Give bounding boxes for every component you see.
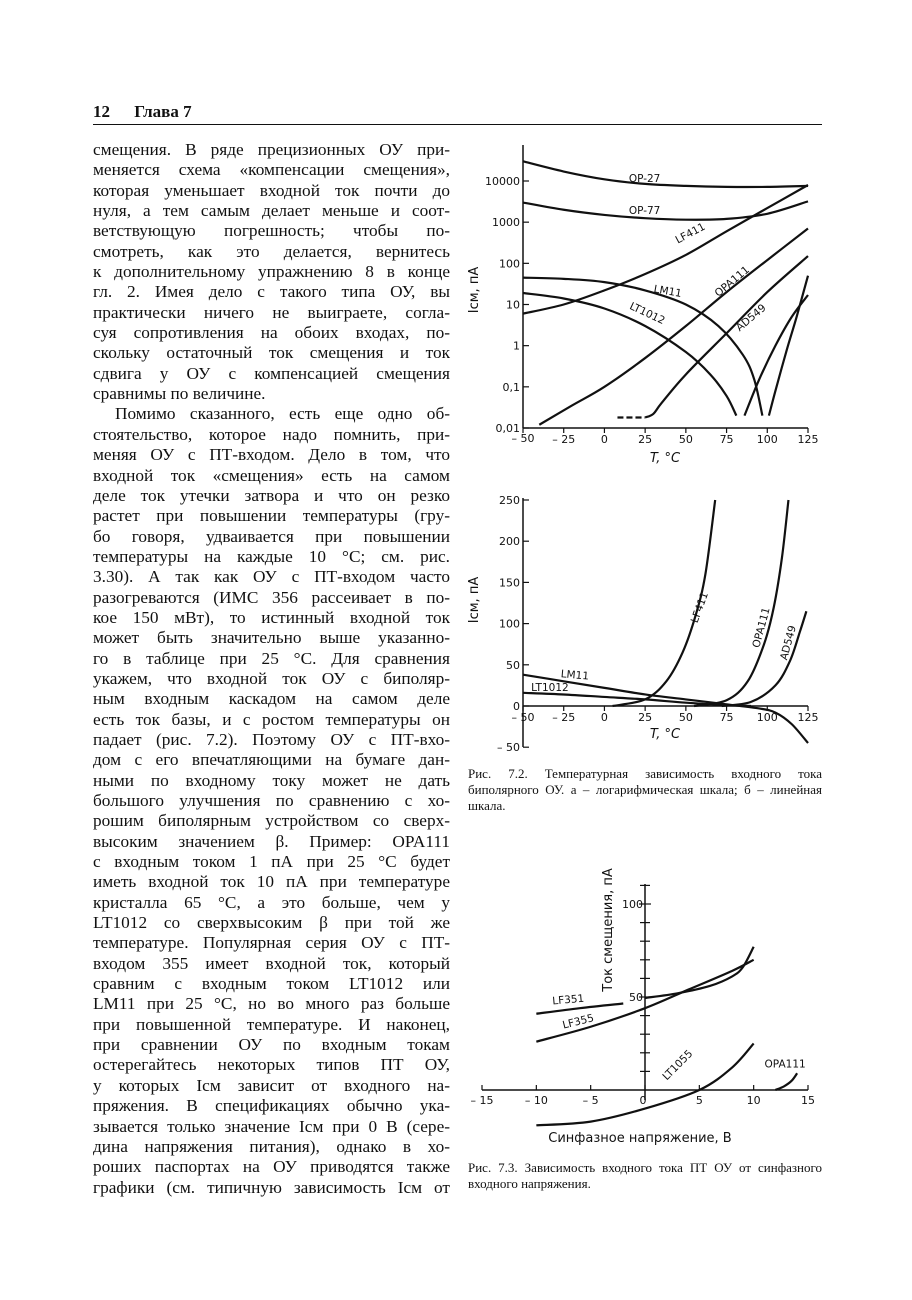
text-line: температуре. Популярная серия ОУ с ПТ-	[93, 933, 450, 953]
text-line: при повышенной температуре. И наконец,	[93, 1014, 450, 1034]
x-tick-label: – 10	[524, 1094, 548, 1107]
y-tick-label: 50	[629, 991, 643, 1004]
series-label: LT1012	[531, 682, 569, 695]
text-line: у которых Iсм зависит от входного на-	[93, 1075, 450, 1095]
text-line: может быть значительно выше указанно-	[93, 628, 450, 648]
series-label: LF355	[561, 1012, 596, 1032]
x-tick-label: 125	[797, 711, 819, 724]
text-line: которая уменьшает входной ток почти до	[93, 180, 450, 200]
text-line: Помимо сказанного, есть еще одно об-	[115, 404, 450, 424]
text-line: ными по входному току может не дать	[93, 770, 450, 790]
text-line: роших паспортах на ОУ приводятся также	[93, 1157, 450, 1177]
x-tick-label: 15	[801, 1094, 815, 1107]
y-tick-label: 0	[513, 700, 520, 713]
x-tick-label: 0	[639, 1094, 647, 1107]
text-line: нуля, а тем самым делает меньше и соот-	[93, 201, 450, 221]
y-tick-label: 1000	[492, 216, 520, 230]
text-line: разогреваются (ИМС 356 рассеивает в по-	[93, 587, 450, 607]
series-label: AD549	[778, 624, 799, 662]
text-line: LT1012 со сверхвысоким β при той же	[93, 913, 450, 933]
text-line: с входным током 1 пА при 25 °C будет	[93, 852, 450, 872]
text-line: бо говоря, удваивается при повышении	[93, 526, 450, 546]
text-line: дина напряжения питания), однако в хо-	[93, 1136, 450, 1156]
text-line: рошим биполярным устройством со сверх-	[93, 811, 450, 831]
y-tick-label: 200	[499, 535, 520, 549]
text-line: кристалла 65 °C, а это больше, чем у	[93, 892, 450, 912]
series-label: OP-77	[628, 204, 661, 217]
text-line: большого улучшения по сравнению с хо-	[93, 791, 450, 810]
series-label: OPA111	[750, 606, 773, 650]
series-label: LF411	[688, 590, 711, 625]
figure-7-2-caption: Рис. 7.2. Температурная зависимость входного тока биполярного ОУ. а – логарифмическая шкала; б – линейная шкала.	[468, 766, 822, 813]
x-tick-label: 50	[678, 433, 693, 446]
text-line: сравним с входным током LT1012 или	[93, 974, 450, 994]
text-line: кое 150 мВт), то истинный входной ток	[93, 607, 450, 627]
x-tick-label: 10	[746, 1094, 761, 1107]
series-label: LF351	[551, 992, 585, 1008]
series-line-lf351-right	[645, 947, 754, 998]
y-tick-label: 100	[499, 257, 520, 271]
y-tick-label: 0,01	[495, 422, 520, 435]
y-tick-label: 0,1	[502, 380, 520, 394]
text-line: температуры на каждые 10 °C; см. рис.	[93, 546, 450, 566]
x-axis-label: Синфазное напряжение, В	[548, 1131, 732, 1146]
x-tick-label: – 50	[511, 432, 535, 445]
y-tick-label: – 50	[497, 741, 520, 755]
text-line: LM11 при 25 °C, но во много раз больше	[93, 994, 450, 1014]
text-line: входом 355 имеет входной ток, который	[93, 953, 450, 973]
x-tick-label: 50	[678, 711, 693, 724]
x-tick-label: 0	[600, 433, 608, 446]
text-line: при сравнении ОУ по входным токам	[93, 1035, 450, 1055]
x-axis-label: T, °C	[649, 451, 681, 466]
x-tick-label: 25	[638, 433, 653, 446]
text-line: иметь входной ток 10 пА при температуре	[93, 872, 450, 892]
series-label: OPA111	[712, 263, 752, 300]
text-line: смещения. В ряде прецизионных ОУ при-	[93, 140, 450, 159]
series-label: AD549	[733, 301, 769, 334]
series-label: OPA111	[764, 1058, 806, 1071]
text-line: практически ничего не выиграете, согла-	[93, 302, 450, 322]
series-label: OP-27	[628, 172, 661, 185]
text-line: смотреть, как это делается, вернитесь	[93, 241, 450, 261]
x-tick-label: 75	[719, 711, 734, 724]
text-line: скольку остаточный ток смещения и ток	[93, 343, 450, 363]
x-tick-label: – 25	[552, 433, 576, 446]
text-line: деле ток утечки затвора и что он резко	[93, 485, 450, 505]
text-line: сравнимы по величине.	[93, 384, 266, 404]
x-tick-label: 5	[695, 1094, 703, 1107]
y-tick-label: 10	[506, 298, 520, 312]
x-tick-label: – 50	[511, 711, 535, 724]
text-line: растет при повышении температуры (гру-	[93, 506, 450, 526]
text-line: суя сопротивления на обоих входах, по-	[93, 323, 450, 343]
y-tick-label: 150	[499, 576, 520, 590]
y-axis-label: Iсм, пА	[467, 266, 482, 314]
x-tick-label: 100	[756, 433, 778, 446]
x-tick-label: – 25	[552, 711, 576, 724]
y-tick-label: 1	[513, 339, 520, 353]
text-line: зывается только значение Iсм при 0 В (сере-	[93, 1116, 450, 1136]
x-tick-label: – 15	[470, 1094, 494, 1107]
text-line: го в таблице при 25 °C. Для сравнения	[93, 648, 450, 668]
y-axis-label: Iсм, пА	[467, 576, 482, 624]
text-line: пряжения. В спецификациях обычно ука-	[93, 1096, 450, 1116]
y-tick-label: 50	[506, 658, 520, 672]
series-label: LT1012	[627, 300, 667, 328]
x-axis-label: T, °C	[649, 727, 681, 742]
text-line: ным входным каскадом на самом деле	[93, 689, 450, 709]
text-line: меняя ОУ с ПТ-входом. Дело в том, что	[93, 445, 450, 465]
figure-7-3-caption: Рис. 7.3. Зависимость входного тока ПТ ОУ от синфазного входного напряжения.	[468, 1160, 822, 1191]
x-tick-label: 75	[719, 433, 734, 446]
text-line: сдвига у ОУ с компенсацией смещения	[93, 363, 450, 383]
series-line-opa111	[775, 1073, 797, 1090]
text-line: стоятельство, которое надо помнить, при-	[93, 424, 450, 444]
x-tick-label: – 5	[582, 1094, 599, 1107]
series-label: LM11	[652, 283, 683, 300]
text-line: остерегайтесь некоторых типов ПТ ОУ,	[93, 1055, 450, 1075]
text-line: дом с его впечатляющими на бумаге дан-	[93, 750, 450, 770]
y-axis-label: Ток смещения, пА	[601, 868, 616, 992]
text-line: ветствующую погрешность; чтобы по-	[93, 221, 450, 241]
text-line: высоким значением β. Пример: OPA111	[93, 831, 450, 851]
text-line: есть ток базы, и с ростом температуры он	[93, 709, 450, 729]
text-line: падает (рис. 7.2). Поэтому ОУ с ПТ-вхо-	[93, 729, 450, 749]
y-tick-label: 10000	[485, 175, 520, 188]
x-tick-label: 100	[756, 711, 778, 724]
chapter-title: Глава 7	[134, 102, 192, 121]
page-number: 12	[93, 102, 110, 121]
x-tick-label: 0	[600, 711, 608, 724]
y-tick-label: 100	[499, 617, 520, 631]
text-line: входной ток «смещения» есть на самом	[93, 465, 450, 485]
y-tick-label: 250	[499, 494, 520, 507]
series-label: LM11	[560, 668, 590, 683]
x-tick-label: 25	[638, 711, 653, 724]
text-line: к дополнительному упражнению 8 в конце	[93, 262, 450, 282]
text-line: графики (см. типичную зависимость Iсм от	[93, 1177, 450, 1197]
x-tick-label: 125	[797, 433, 819, 446]
series-label: LF411	[673, 220, 708, 247]
text-line: меняется схема «компенсации смещения»,	[93, 160, 450, 180]
text-line: укажем, что входной ток ОУ с биполяр-	[93, 668, 450, 688]
y-tick-label: 100	[622, 898, 643, 911]
text-line: гл. 2. Имея дело с такого типа ОУ, вы	[93, 282, 450, 302]
text-line: 3.30). А так как ОУ с ПТ-входом часто	[93, 567, 450, 587]
series-label: LT1055	[660, 1047, 696, 1083]
